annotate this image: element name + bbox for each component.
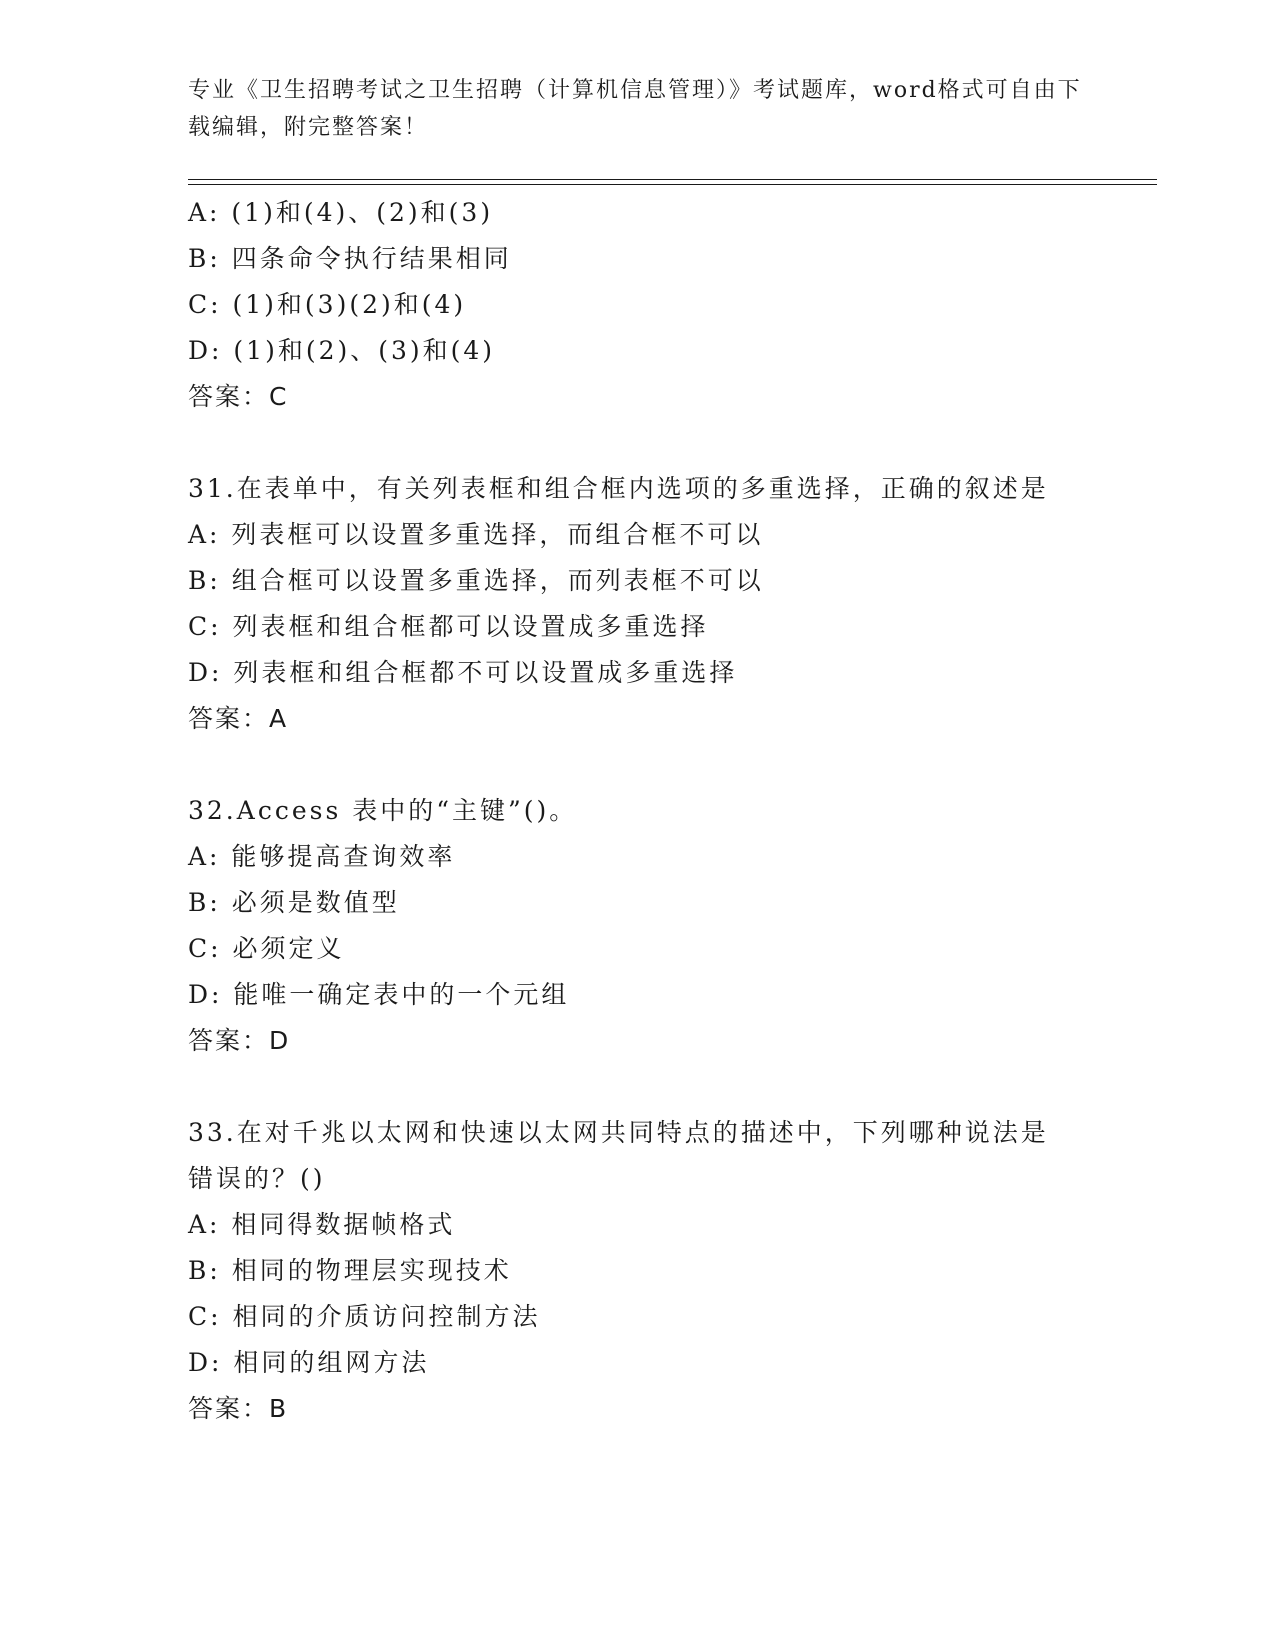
answer: 答案：B	[188, 1394, 289, 1423]
question-list	[188, 190, 1148, 1432]
option-a: A: 相同得数据帧格式	[188, 1210, 456, 1239]
option-d: D: 列表框和组合框都不可以设置成多重选择	[188, 658, 738, 687]
question-31	[188, 466, 1148, 742]
header-text: 专业《卫生招聘考试之卫生招聘（计算机信息管理）》考试题库，word格式可自由下载编辑，附完整答案！	[188, 78, 1082, 140]
option-a: A: 列表框可以设置多重选择，而组合框不可以	[188, 520, 764, 549]
spacer	[188, 742, 1148, 788]
option-b: B: 相同的物理层实现技术	[188, 1256, 512, 1285]
answer: 答案：A	[188, 704, 289, 733]
question-text-line-1: 33.在对千兆以太网和快速以太网共同特点的描述中，下列哪种说法是	[188, 1118, 1049, 1147]
question-33	[188, 1110, 1148, 1432]
option-c: C: (1)和(3)(2)和(4)	[188, 290, 467, 319]
header-divider-bottom	[188, 184, 1157, 185]
option-d: D: 能唯一确定表中的一个元组	[188, 980, 570, 1009]
answer: 答案：C	[188, 382, 289, 411]
document-header	[188, 72, 1088, 146]
option-d: D: (1)和(2)、(3)和(4)	[188, 336, 496, 365]
option-b: B: 四条命令执行结果相同	[188, 244, 512, 273]
option-a: A: (1)和(4)、(2)和(3)	[188, 198, 494, 227]
answer: 答案：D	[188, 1026, 291, 1055]
option-b: B: 必须是数值型	[188, 888, 400, 917]
option-d: D: 相同的组网方法	[188, 1348, 430, 1377]
option-c: C: 相同的介质访问控制方法	[188, 1302, 541, 1331]
option-c: C: 列表框和组合框都可以设置成多重选择	[188, 612, 709, 641]
question-text: 31.在表单中，有关列表框和组合框内选项的多重选择，正确的叙述是	[188, 474, 1049, 503]
option-c: C: 必须定义	[188, 934, 345, 963]
option-a: A: 能够提高查询效率	[188, 842, 456, 871]
header-divider-top	[188, 179, 1157, 180]
question-text-line-2: 错误的？()	[188, 1164, 326, 1193]
option-b: B: 组合框可以设置多重选择，而列表框不可以	[188, 566, 764, 595]
spacer	[188, 420, 1148, 466]
question-30	[188, 190, 1148, 420]
question-32	[188, 788, 1148, 1064]
question-text: 32.Access 表中的“主键”()。	[188, 796, 578, 825]
spacer	[188, 1064, 1148, 1110]
